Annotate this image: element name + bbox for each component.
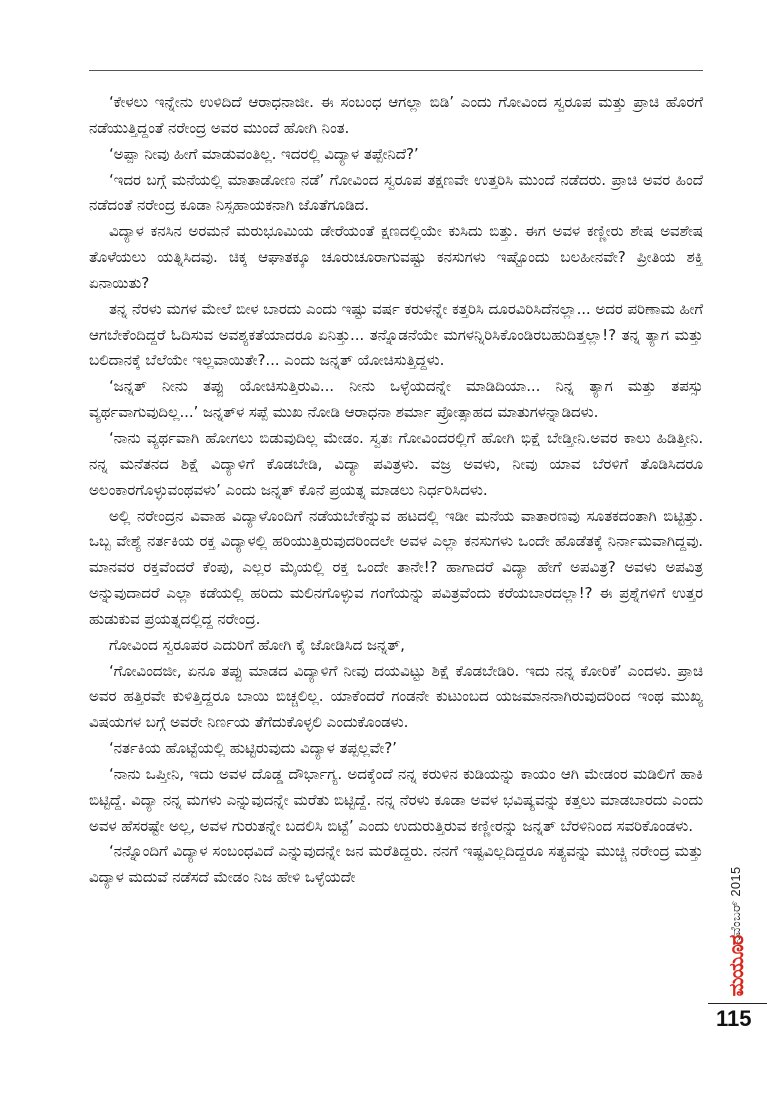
- article-body: [89, 90, 703, 891]
- page-number: 115: [716, 1006, 752, 1031]
- paragraph: ‘ಜನ್ನತ್ ನೀನು ತಪ್ಪು ಯೋಚಿಸುತ್ತಿರುವಿ... ನೀನು ಒಳ್ಳೆಯದನ್ನೇ ಮಾಡಿದಿಯಾ... ನಿನ್ನ ತ್ಯಾಗ ಮತ್ತು ತಪಸ್ಸು ವ್ಯರ್ಥವಾಗುವುದಿಲ್ಲ...’ ಜನ್ನತ್‌ಳ ಸಪ್ಪೆ ಮುಖ ನೋಡಿ ಆರಾಧನಾ ಶರ್ಮಾ ಪ್ರೋತ್ಸಾಹದ ಮಾತುಗಳನ್ನಾಡಿದಳು.: [89, 377, 703, 422]
- paragraph: ಅಲ್ಲಿ ನರೇಂದ್ರನ ವಿವಾಹ ವಿದ್ಯಾಳೊಂದಿಗೆ ನಡೆಯಬೇಕೆನ್ನುವ ಹಟದಲ್ಲಿ ಇಡೀ ಮನೆಯ ವಾತಾರಣವು ಸೂತಕದಂತಾಗಿ ಬಿಟ್ಟಿತ್ತು. ಒಬ್ಬ ವೇಶ್ಯೆ ನರ್ತಕಿಯ ರಕ್ತ ವಿದ್ಯಾಳಲ್ಲಿ ಹರಿಯುತ್ತಿರುವುದರಿಂದಲೇ ಅವಳ ಎಲ್ಲಾ ಕನಸುಗಳು ಒಂದೇ ಹೊಡೆತಕ್ಕೆ ನಿರ್ನಾಮವಾಗಿದ್ದವು. ಮಾನವರ ರಕ್ತವೆಂದರೆ ಕೆಂಪು, ಎಲ್ಲರ ಮೈಯಲ್ಲಿ ರಕ್ತ ಒಂದೇ ತಾನೇ!? ಹಾಗಾದರೆ ವಿದ್ಯಾ ಹೇಗೆ ಅಪವಿತ್ರ? ಅವಳು ಅಪವಿತ್ರ ಅನ್ನುವುದಾದರೆ ಎಲ್ಲಾ ಕಡೆಯಲ್ಲಿ ಹರಿದು ಮಲಿನಗೊಳ್ಳುವ ಗಂಗೆಯನ್ನು ಪವಿತ್ರವೆಂದು ಕರೆಯಬಾರದಲ್ಲಾ!? ಈ ಪ್ರಶ್ನೆಗಳಿಗೆ ಉತ್ತರ ಹುಡುಕುವ ಪ್ರಯತ್ನದಲ್ಲಿದ್ದ ನರೇಂದ್ರ.: [89, 506, 703, 628]
- paragraph: ಗೋವಿಂದ ಸ್ವರೂಪರ ಎದುರಿಗೆ ಹೋಗಿ ಕೈ ಜೋಡಿಸಿದ ಜನ್ನತ್,: [109, 635, 405, 654]
- paragraph: ‘ಗೋವಿಂದಜೀ, ಏನೂ ತಪ್ಪು ಮಾಡದ ವಿದ್ಯಾಳಿಗೆ ನೀವು ದಯವಿಟ್ಟು ಶಿಕ್ಷೆ ಕೊಡಬೇಡಿರಿ. ಇದು ನನ್ನ ಕೋರಿಕೆ’ ಎಂದಳು. ಪ್ರಾಚಿ ಅವರ ಹತ್ತಿರವೇ ಕುಳಿತ್ತಿದ್ದರೂ ಬಾಯಿ ಬಿಚ್ಚಲಿಲ್ಲ. ಯಾಕೆಂದರೆ ಗಂಡನೇ ಕುಟುಂಬದ ಯಜಮಾನನಾಗಿರುವುದರಿಂದ ಇಂಥ ಮುಖ್ಯ ವಿಷಯಗಳ ಬಗ್ಗೆ ಅವರೇ ನಿರ್ಣಯ ತೆಗೆದುಕೊಳ್ಳಲಿ ಎಂದುಕೊಂಡಳು.: [89, 661, 703, 732]
- footer-rule: [708, 1003, 767, 1004]
- paragraph: ‘ನನ್ನೊಂದಿಗೆ ವಿದ್ಯಾಳ ಸಂಬಂಧವಿದೆ ಎನ್ನುವುದನ್ನೇ ಜನ ಮರೆತಿದ್ದರು. ನನಗೆ ಇಷ್ಟವಿಲ್ಲದಿದ್ದರೂ ಸತ್ಯವನ್ನು ಮುಚ್ಚಿ ನರೇಂದ್ರ ಮತ್ತು ವಿದ್ಯಾಳ ಮದುವೆ ನಡೆಸದೆ ಮೇಡಂ ನಿಜ ಹೇಳಿ ಒಳ್ಳೆಯದೇ: [89, 842, 703, 887]
- paragraph: ‘ನಾನು ಒಪ್ತೀನಿ, ಇದು ಅವಳ ದೊಡ್ಡ ದೌರ್ಭಾಗ್ಯ. ಅದಕ್ಕೆಂದೆ ನನ್ನ ಕರುಳಿನ ಕುಡಿಯನ್ನು ಕಾಯಂ ಆಗಿ ಮೇಡಂರ ಮಡಿಲಿಗೆ ಹಾಕಿ ಬಿಟ್ಟಿದ್ದೆ. ವಿದ್ಯಾ ನನ್ನ ಮಗಳು ಎನ್ನುವುದನ್ನೇ ಮರೆತು ಬಿಟ್ಟಿದ್ದೆ. ನನ್ನ ನೆರಳು ಕೂಡಾ ಅವಳ ಭವಿಷ್ಯವನ್ನು ಕತ್ತಲು ಮಾಡಬಾರದು ಎಂದು ಅವಳ ಹೆಸರಷ್ಟೇ ಅಲ್ಲ, ಅವಳ ಗುರುತನ್ನೇ ಬದಲಿಸಿ ಬಿಟ್ಟೆ’ ಎಂದು ಉದುರುತ್ತಿರುವ ಕಣ್ಣೀರನ್ನು ಜನ್ನತ್ ಬೆರಳಿನಿಂದ ಸವರಿಕೊಂಡಳು.: [89, 764, 703, 835]
- paragraph: ವಿದ್ಯಾಳ ಕನಸಿನ ಅರಮನೆ ಮರುಭೂಮಿಯ ಡೇರೆಯಂತೆ ಕ್ಷಣದಲ್ಲಿಯೇ ಕುಸಿದು ಬಿತ್ತು. ಈಗ ಅವಳ ಕಣ್ಣೀರು ಶೇಷ ಅವಶೇಷ ತೊಳೆಯಲು ಯತ್ನಿಸಿದವು. ಚಿಕ್ಕ ಆಘಾತಕ್ಕೂ ಚೂರುಚೂರಾಗುವಷ್ಟು ಕನಸುಗಳು ಇಷ್ಟೊಂದು ಬಲಹೀನವೇ? ಪ್ರೀತಿಯ ಶಕ್ತಿ ಏನಾಯಿತು?: [89, 222, 703, 292]
- paragraph: ತನ್ನ ನೆರಳು ಮಗಳ ಮೇಲೆ ಬೀಳ ಬಾರದು ಎಂದು ಇಷ್ಟು ವರ್ಷ ಕರುಳನ್ನೇ ಕತ್ತರಿಸಿ ದೂರವಿರಿಸಿದೆನಲ್ಲಾ... ಅದರ ಪರಿಣಾಮ ಹೀಗೆ ಆಗಬೇಕೆಂದಿದ್ದರೆ ಓದಿಸುವ ಅವಶ್ಯಕತೆಯಾದರೂ ಏನಿತ್ತು... ತನ್ನೊಡನೆಯೇ ಮಗಳನ್ನಿರಿಸಿಕೊಂಡಿರಬಹುದಿತ್ತಲ್ಲಾ!? ತನ್ನ ತ್ಯಾಗ ಮತ್ತು ಬಲಿದಾನಕ್ಕೆ ಬೆಲೆಯೇ ಇಲ್ಲವಾಯಿತೇ?... ಎಂದು ಜನ್ನತ್ ಯೋಚಿಸುತ್ತಿದ್ದಳು.: [89, 299, 703, 370]
- paragraph: ‘ಕೇಳಲು ಇನ್ನೇನು ಉಳಿದಿದೆ ಆರಾಧನಾಜೀ. ಈ ಸಂಬಂಧ ಆಗಲ್ಲಾ ಬಿಡಿ’ ಎಂದು ಗೋವಿಂದ ಸ್ವರೂಪ ಮತ್ತು ಪ್ರಾಚಿ ಹೊರಗೆ ನಡೆಯುತ್ತಿದ್ದಂತೆ ನರೇಂದ್ರ ಅವರ ಮುಂದೆ ಹೋಗಿ ನಿಂತ.: [89, 93, 703, 137]
- magazine-logo: ಮಯೂರ: [724, 935, 748, 997]
- paragraph: ‘ನರ್ತಕಿಯ ಹೊಟ್ಟೆಯಲ್ಲಿ ಹುಟ್ಟಿರುವುದು ವಿದ್ಯಾಳ ತಪ್ಪಲ್ಲವೇ?’: [109, 739, 397, 758]
- paragraph: ‘ಅಪ್ಪಾ ನೀವು ಹೀಗೆ ಮಾಡುವಂತಿಲ್ಲ. ಇದರಲ್ಲಿ ವಿದ್ಯಾಳ ತಪ್ಪೇನಿದೆ?’: [109, 144, 419, 163]
- paragraph: ‘ಇದರ ಬಗ್ಗೆ ಮನೆಯಲ್ಲಿ ಮಾತಾಡೋಣ ನಡೆ’ ಗೋವಿಂದ ಸ್ವರೂಪ ತಕ್ಷಣವೇ ಉತ್ತರಿಸಿ ಮುಂದೆ ನಡೆದರು. ಪ್ರಾಚಿ ಅವರ ಹಿಂದೆ ನಡೆದಂತೆ ನರೇಂದ್ರ ಕೂಡಾ ನಿಸ್ಸಹಾಯಕನಾಗಿ ಜೊತೆಗೂಡಿದ.: [89, 170, 703, 215]
- header-rule: [89, 70, 703, 71]
- paragraph: ‘ನಾನು ವ್ಯರ್ಥವಾಗಿ ಹೋಗಲು ಬಿಡುವುದಿಲ್ಲ ಮೇಡಂ. ಸ್ವತಃ ಗೋವಿಂದರಲ್ಲಿಗೆ ಹೋಗಿ ಭಿಕ್ಷೆ ಬೇಡ್ತೀನಿ.ಅವರ ಕಾಲು ಹಿಡಿತ್ತೀನಿ. ನನ್ನ ಮನೆತನದ ಶಿಕ್ಷೆ ವಿದ್ಯಾಳಿಗೆ ಕೊಡಬೇಡಿ, ವಿದ್ಯಾ ಪವಿತ್ರಳು. ವಜ್ರ ಅವಳು, ನೀವು ಯಾವ ಬೆರಳಿಗೆ ತೊಡಿಸಿದರೂ ಅಲಂಕಾರಗೊಳ್ಳುವಂಥವಳು’ ಎಂದು ಜನ್ನತ್ ಕೊನೆ ಪ್ರಯತ್ನ ಮಾಡಲು ನಿರ್ಧರಿಸಿದಳು.: [89, 428, 703, 499]
- issue-date: ನವೆಂಬರ್ 2015: [728, 866, 743, 944]
